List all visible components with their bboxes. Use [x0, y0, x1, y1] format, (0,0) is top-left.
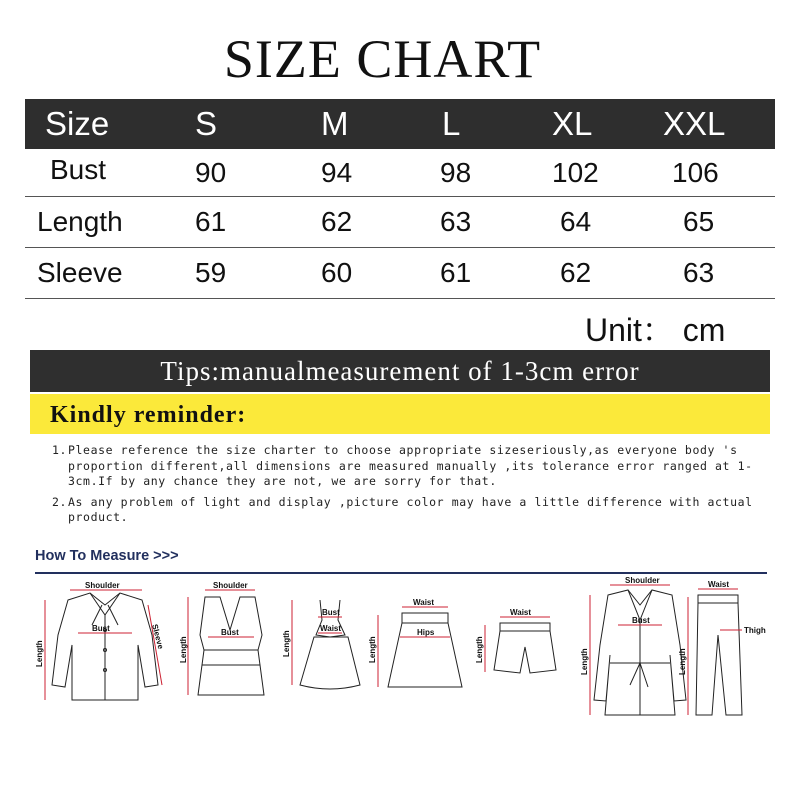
header-size: Size [45, 105, 110, 142]
waist-label: Waist [320, 624, 342, 633]
length-label: Length [475, 636, 484, 663]
blouse-figure [35, 581, 165, 700]
bust-label: Bust [322, 608, 340, 617]
bust-label: Bust [221, 628, 239, 637]
waist-label: Waist [708, 580, 730, 589]
coat-figure [580, 576, 686, 715]
table-row-length [25, 197, 775, 248]
table-cell: 64 [560, 206, 592, 237]
note-number: 1. [52, 443, 68, 457]
shorts-figure [475, 608, 556, 673]
table-header-row [25, 99, 775, 149]
waist-label: Waist [510, 608, 532, 617]
row-label: Length [37, 206, 123, 237]
header-m: M [321, 105, 349, 142]
table-cell: 62 [560, 257, 592, 288]
measurement-illustrations [30, 575, 770, 730]
reminder-notes [52, 443, 772, 531]
vest-figure [179, 581, 264, 695]
table-cell: 62 [321, 206, 353, 237]
header-s: S [195, 105, 218, 142]
shoulder-label: Shoulder [85, 581, 120, 590]
sleeve-label: Sleeve [150, 623, 166, 651]
dress-figure [282, 600, 360, 689]
table-cell: 106 [672, 156, 719, 188]
length-label: Length [580, 648, 589, 675]
row-label: Sleeve [37, 257, 123, 288]
length-label: Length [179, 636, 188, 663]
unit-label: Unit： cm [585, 312, 726, 348]
list-item [52, 495, 772, 526]
how-to-measure-header [35, 548, 767, 574]
length-label: Length [368, 636, 377, 663]
list-item [52, 443, 772, 490]
table-cell: 59 [195, 257, 227, 288]
header-xxl: XXL [663, 105, 726, 142]
table-cell: 60 [321, 257, 353, 288]
shoulder-label: Shoulder [213, 581, 248, 590]
table-row-bust [25, 149, 775, 197]
size-table [25, 99, 775, 299]
length-label: Length [282, 630, 291, 657]
tips-banner: Tips:manualmeasurement of 1-3cm error [30, 350, 770, 392]
skirt-figure [368, 598, 462, 687]
hips-label: Hips [417, 628, 435, 637]
length-label: Length [35, 640, 44, 667]
reminder-title: Kindly reminder: [50, 402, 247, 428]
how-to-measure-title: How To Measure >>> [35, 548, 179, 564]
table-cell: 90 [195, 156, 227, 188]
note-text: Please reference the size charter to choose appropriate sizeseriously,as everyone body 's proportion different,all dimensions are measured manually ,its tolerance error ranged at 1-3cm.If by any chance they are not, we are sorry for that. [68, 443, 753, 488]
table-cell: 63 [440, 206, 472, 237]
table-row-sleeve [25, 248, 775, 299]
table-cell: 98 [440, 156, 472, 188]
thigh-label: Thigh [744, 626, 766, 635]
table-cell: 65 [683, 206, 715, 237]
note-text: As any problem of light and display ,picture color may have a little difference with actual product. [68, 494, 753, 524]
table-cell: 102 [552, 156, 599, 188]
size-chart-title: SIZE CHART [223, 29, 542, 89]
header-l: L [442, 105, 461, 142]
bust-label: Bust [632, 616, 650, 625]
table-cell: 61 [195, 206, 227, 237]
header-xl: XL [552, 105, 593, 142]
table-cell: 63 [683, 257, 715, 288]
length-label: Length [678, 648, 687, 675]
shoulder-label: Shoulder [625, 576, 660, 585]
bust-label: Bust [92, 624, 110, 633]
table-cell: 94 [321, 156, 353, 188]
reminder-banner [30, 394, 770, 434]
note-number: 2. [52, 494, 68, 509]
row-label: Bust [50, 153, 107, 185]
pants-figure [678, 580, 766, 715]
waist-label: Waist [413, 598, 435, 607]
table-cell: 61 [440, 257, 472, 288]
